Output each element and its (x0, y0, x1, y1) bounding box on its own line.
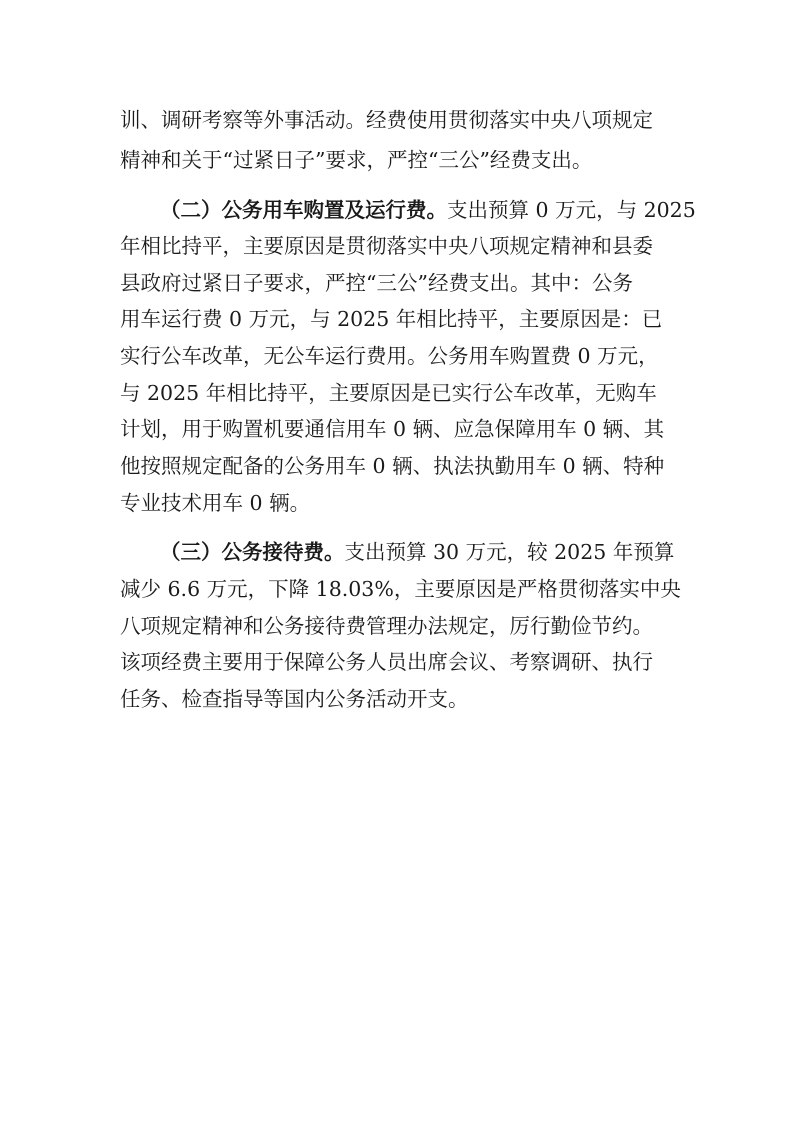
paragraph-3-line-4: 该项经费主要用于保障公务人员出席会议、考察调研、执行 (120, 650, 653, 674)
paragraph-1-line-1: 训、调研考察等外事活动。经费使用贯彻落实中央八项规定 (120, 108, 653, 132)
paragraph-3-line-5: 任务、检查指导等国内公务活动开支。 (120, 687, 469, 711)
paragraph-2-line-4: 用车运行费 0 万元，与 2025 年相比持平，主要原因是：已 (120, 307, 663, 331)
paragraph-2-line-8: 他按照规定配备的公务用车 0 辆、执法执勤用车 0 辆、特种 (120, 454, 665, 478)
paragraph-3-line-1 (160, 537, 680, 567)
paragraph-3-heading: （三）公务接待费。 (160, 540, 345, 564)
paragraph-2-line-1 (160, 195, 696, 225)
paragraph-2-line-6: 与 2025 年相比持平，主要原因是已实行公车改革，无购车 (120, 381, 657, 405)
paragraph-2-line-2: 年相比持平，主要原因是贯彻落实中央八项规定精神和县委 (120, 234, 653, 258)
paragraph-3-line-2: 减少 6.6 万元，下降 18.03%，主要原因是严格贯彻落实中央 (120, 577, 681, 601)
paragraph-2-line-7: 计划，用于购置机要通信用车 0 辆、应急保障用车 0 辆、其 (120, 417, 665, 441)
paragraph-3-line-3: 八项规定精神和公务接待费管理办法规定，厉行勤俭节约。 (120, 614, 653, 638)
paragraph-1-line-2: 精神和关于“过紧日子”要求，严控“三公”经费支出。 (120, 148, 593, 172)
paragraph-2-line-9: 专业技术用车 0 辆。 (120, 491, 311, 515)
paragraph-2-line-3: 县政府过紧日子要求，严控“三公”经费支出。其中：公务 (120, 271, 633, 295)
paragraph-2-line-5: 实行公车改革，无公车运行费用。公务用车购置费 0 万元， (120, 344, 659, 368)
paragraph-2-heading: （二）公务用车购置及运行费。 (160, 198, 447, 222)
paragraph-3-first-line-text: 支出预算 30 万元，较 2025 年预算 (344, 540, 675, 564)
paragraph-2-first-line-text: 支出预算 0 万元，与 2025 (447, 198, 696, 222)
